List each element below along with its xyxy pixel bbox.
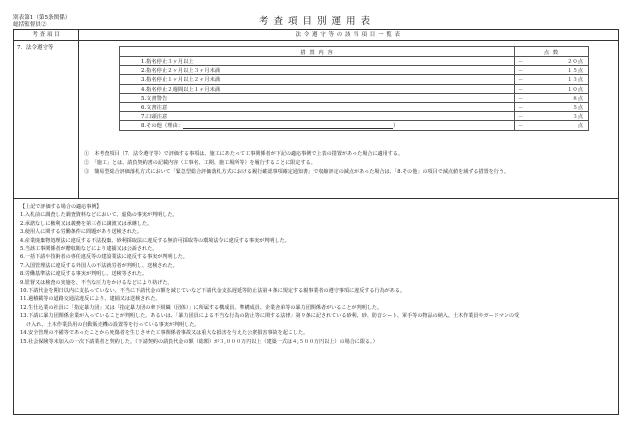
table-row [120, 66, 589, 75]
case-item: 7.入国管理法に違反する外国人の不法就労者が判明し、送検された。 [20, 262, 178, 269]
points-value: ２０点 [567, 59, 583, 66]
points-value: 点 [577, 123, 583, 130]
points-cell [515, 121, 589, 130]
note-item: ③ 簡易型総合評価落札方式において「緊急型総合評価落札方式における履行確認事項確定通知書」で収縮評定の減点があった場合は、「8.その他」の項目で減点値を減ずる措置を行う。 [84, 169, 510, 176]
points-dash: － [518, 123, 524, 130]
points-cell [515, 84, 589, 93]
row-indent [120, 121, 142, 130]
row-indent [120, 75, 142, 84]
section-divider [14, 198, 618, 199]
case-item: 9.監督又は検査の実施を、不当な圧力をかけるなどにより妨げた。 [20, 279, 173, 286]
points-cell [515, 112, 589, 121]
measure-label: 5.文書警告 [141, 95, 168, 102]
case-item: 4.産業廃棄物処理法に違反する不法投棄、砂利採取法に違反する無許可採取等の環境法令に違反する事実が判明した。 [20, 237, 290, 244]
case-item: け入れ、土木作業員用の自動販売機の設置等を行っている事実が判明した。 [26, 321, 200, 328]
points-dash: － [518, 68, 524, 75]
case-item: 14.安全管理の不備等であったことから死傷者を生じさせた工事関係者事故又は重大な損害を与えた公衆損害事故を起こした。 [20, 330, 309, 337]
measure-header: 措 置 内 容 [120, 47, 515, 57]
column-header [14, 30, 618, 41]
evaluation-sheet [13, 29, 619, 415]
form-subtitle: 総括監督員② [13, 22, 47, 28]
cases-title: 【上記で評価する場合の適応事例】 [20, 204, 102, 210]
table-row [120, 102, 589, 111]
row-indent [120, 57, 142, 66]
points-cell [515, 66, 589, 75]
table-row [120, 84, 589, 93]
table-header-row [120, 47, 589, 57]
case-item: 13.下請に暴力団関係企業が入っていることが判明した。あるいは、「暴力団員による不当な行為の防止等に関する法律」第９条に記されている砂利、砂、防音シート、軍手等の物品の納入、土木作業員やガードマンの受 [20, 313, 520, 320]
points-value: １０点 [567, 86, 583, 93]
table-row [120, 75, 589, 84]
page-title: 考 査 項 目 別 運 用 表 [258, 16, 372, 27]
points-dash: － [518, 105, 524, 112]
form-number: 別表第1（第5条関係） [13, 15, 71, 21]
measure-text [141, 57, 515, 66]
points-value: ３点 [572, 114, 583, 121]
points-dash: － [518, 59, 524, 66]
table-row [120, 93, 589, 102]
measure-text [141, 84, 515, 93]
measures-table [119, 46, 589, 131]
case-item: 1.入札前に調査した調査資料などにおいて、虚偽の事実が判明した。 [20, 212, 178, 219]
case-item: 3.使用人に関する労働条件に問題があり送検された。 [20, 229, 143, 236]
table-row [120, 57, 589, 66]
row-indent [120, 112, 142, 121]
cases-list [20, 203, 519, 346]
points-cell [515, 102, 589, 111]
measure-label: 8.その他（ [141, 123, 168, 130]
points-value: ８点 [572, 95, 583, 102]
case-item: 6.一括下請や技術者の専任違反等の建設業法に違反する事実が判明した。 [20, 254, 188, 261]
row-label: 7．法令遵守等 [17, 45, 54, 51]
measure-label: 4.指名停止２週間以上１ヶ月未満 [141, 86, 221, 93]
measure-text [141, 75, 515, 84]
row-indent [120, 93, 142, 102]
points-value: １３点 [567, 77, 583, 84]
table-row [120, 112, 589, 121]
points-header: 点 数 [515, 47, 589, 57]
case-item: 5.当該工事関係者が贈収賄などにより逮捕又は公訴された。 [20, 246, 158, 253]
points-dash: － [518, 77, 524, 84]
measure-text [141, 66, 515, 75]
table-row [120, 121, 589, 130]
reason-close: ） [393, 123, 399, 130]
row-indent [120, 84, 142, 93]
points-cell [515, 75, 589, 84]
row-indent [120, 66, 142, 75]
points-dash: － [518, 95, 524, 102]
note-item: ① 本考査項目（7．法令遵守等）で評価する事項は、施工にあたって工事関係者が下記の適応事例で上表の措置があった場合に適用する。 [84, 151, 404, 157]
measure-label: 2.指名停止２ヶ月以上３ヶ月未満 [141, 68, 221, 75]
notes [84, 150, 509, 178]
row-indent [120, 102, 142, 111]
reason-label: 理由： [167, 123, 184, 130]
points-dash: － [518, 86, 524, 93]
case-item: 12.生仕込業の社員に「指定暴力団」又は「指定暴力団の傘下組織（団体）」に所属する構成員、準構成員、企業舎弟等の暴力団関係者がいることが判明した。 [20, 304, 383, 311]
column-content-header: 法 令 遵 守 等 の 該 当 項 目 一 覧 表 [295, 32, 401, 38]
measure-text [141, 93, 515, 102]
case-item: 11.過積載等の道路交通法違反により、逮捕又は送検された。 [20, 296, 161, 303]
points-cell [515, 93, 589, 102]
measure-label: 3.指名停止１ヶ月以上２ヶ月未満 [141, 77, 221, 84]
case-item: 2.承諾なしに権利又は義務を第三者に譲渡又は承継した。 [20, 220, 153, 227]
row-label-cell [14, 40, 79, 198]
measure-label: 7.口頭注意 [141, 114, 168, 121]
reason-blank [183, 122, 393, 129]
measure-text [141, 112, 515, 121]
column-item-header: 考 査 項 目 [14, 30, 79, 40]
case-item: 8.労働基準法に違反する事実が判明し、送検等された。 [20, 271, 148, 278]
measure-text [141, 121, 515, 130]
measure-text [141, 102, 515, 111]
measure-label: 6.文書注意 [141, 105, 168, 112]
case-item: 10.下請代金を期日以内に支払っていない、不当に下請代金の額を減じていなど下請代金支払遅延等防止法第４条に規定する親事業者の遵守事項に違反する行為がある。 [20, 288, 406, 295]
points-value: ５点 [572, 105, 583, 112]
measure-label: 1.指名停止３ヶ月以上 [141, 59, 194, 66]
points-cell [515, 57, 589, 66]
note-item: ② 「施工」とは、請負契約書の記載内容（工事名、工期、施工場所等）を履行することに限定する。 [84, 160, 316, 167]
case-item: 15.社会保険等未加入の一次下請業者と契約した。（下請契約の請負代金の額（総額）が３,０００万円以上（建築一式は４,５００万円以上）の場合に限る。） [20, 338, 378, 345]
points-dash: － [518, 114, 524, 121]
points-value: １５点 [567, 68, 583, 75]
